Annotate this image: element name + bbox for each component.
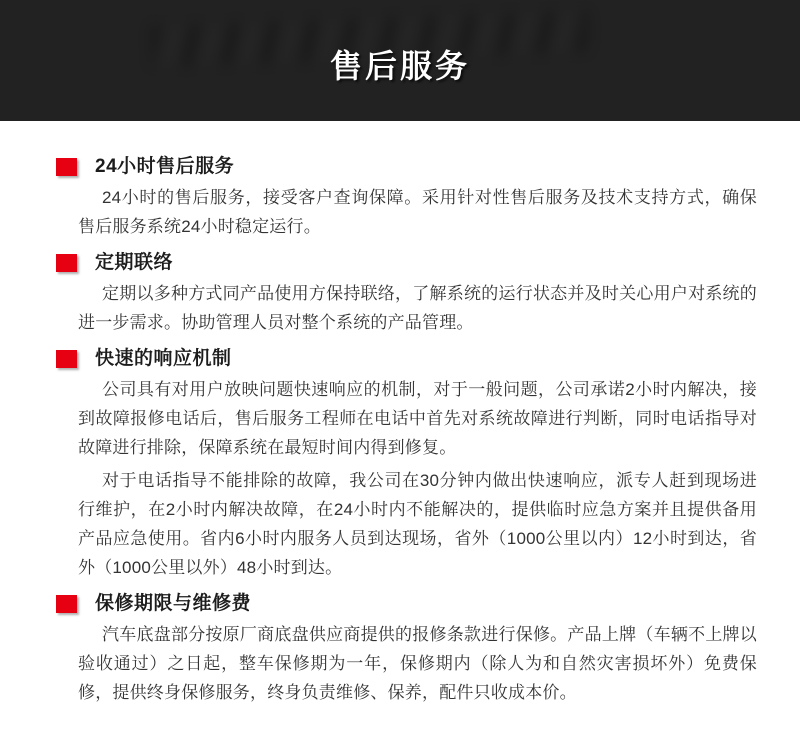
section-body [78,620,757,707]
after-sales-content [0,121,800,707]
section-paragraph: 定期以多种方式同产品使用方保持联络，了解系统的运行状态并及时关心用户对系统的进一步需求。协助管理人员对整个系统的产品管理。 [78,284,757,332]
section-heading-row [56,253,757,273]
section-paragraph: 24小时的售后服务，接受客户查询保障。采用针对性售后服务及技术支持方式，确保售后服务系统24小时稳定运行。 [78,188,757,236]
page-title: 售后服务 [329,48,470,84]
red-square-bullet-icon [56,350,77,368]
section-heading-row [56,349,757,369]
section-heading-row [56,594,757,614]
section-body [78,375,757,582]
section-heading-row [56,157,757,177]
section-warranty [56,594,757,707]
section-rapid-response [56,349,757,582]
section-regular-contact [56,253,757,337]
section-heading: 保修期限与维修费 [95,593,252,614]
page-header [0,0,800,121]
section-paragraph: 公司具有对用户放映问题快速响应的机制，对于一般问题，公司承诺2小时内解决，接到故障报修电话后，售后服务工程师在电话中首先对系统故障进行判断，同时电话指导对故障进行排除，保障系统在最短时间内得到修复。 [78,380,757,457]
section-heading: 快速的响应机制 [95,348,232,369]
section-body [78,183,757,241]
red-square-bullet-icon [56,158,77,176]
section-heading: 24小时售后服务 [95,156,235,177]
section-paragraph: 汽车底盘部分按原厂商底盘供应商提供的报修条款进行保修。产品上牌（车辆不上牌以验收通过）之日起，整车保修期为一年，保修期内（除人为和自然灾害损坏外）免费保修，提供终身保修服务，终身负责维修、保养，配件只收成本价。 [78,625,757,702]
red-square-bullet-icon [56,254,77,272]
section-paragraph: 对于电话指导不能排除的故障，我公司在30分钟内做出快速响应，派专人赶到现场进行维护，在2小时内解决故障，在24小时内不能解决的，提供临时应急方案并且提供备用产品应急使用。省内6小时内服务人员到达现场，省外（1000公里以内）12小时到达，省外（1000公里以外）48小时到达。 [78,471,757,577]
section-heading: 定期联络 [95,252,174,273]
section-24h-service [56,157,757,241]
section-body [78,279,757,337]
red-square-bullet-icon [56,595,77,613]
